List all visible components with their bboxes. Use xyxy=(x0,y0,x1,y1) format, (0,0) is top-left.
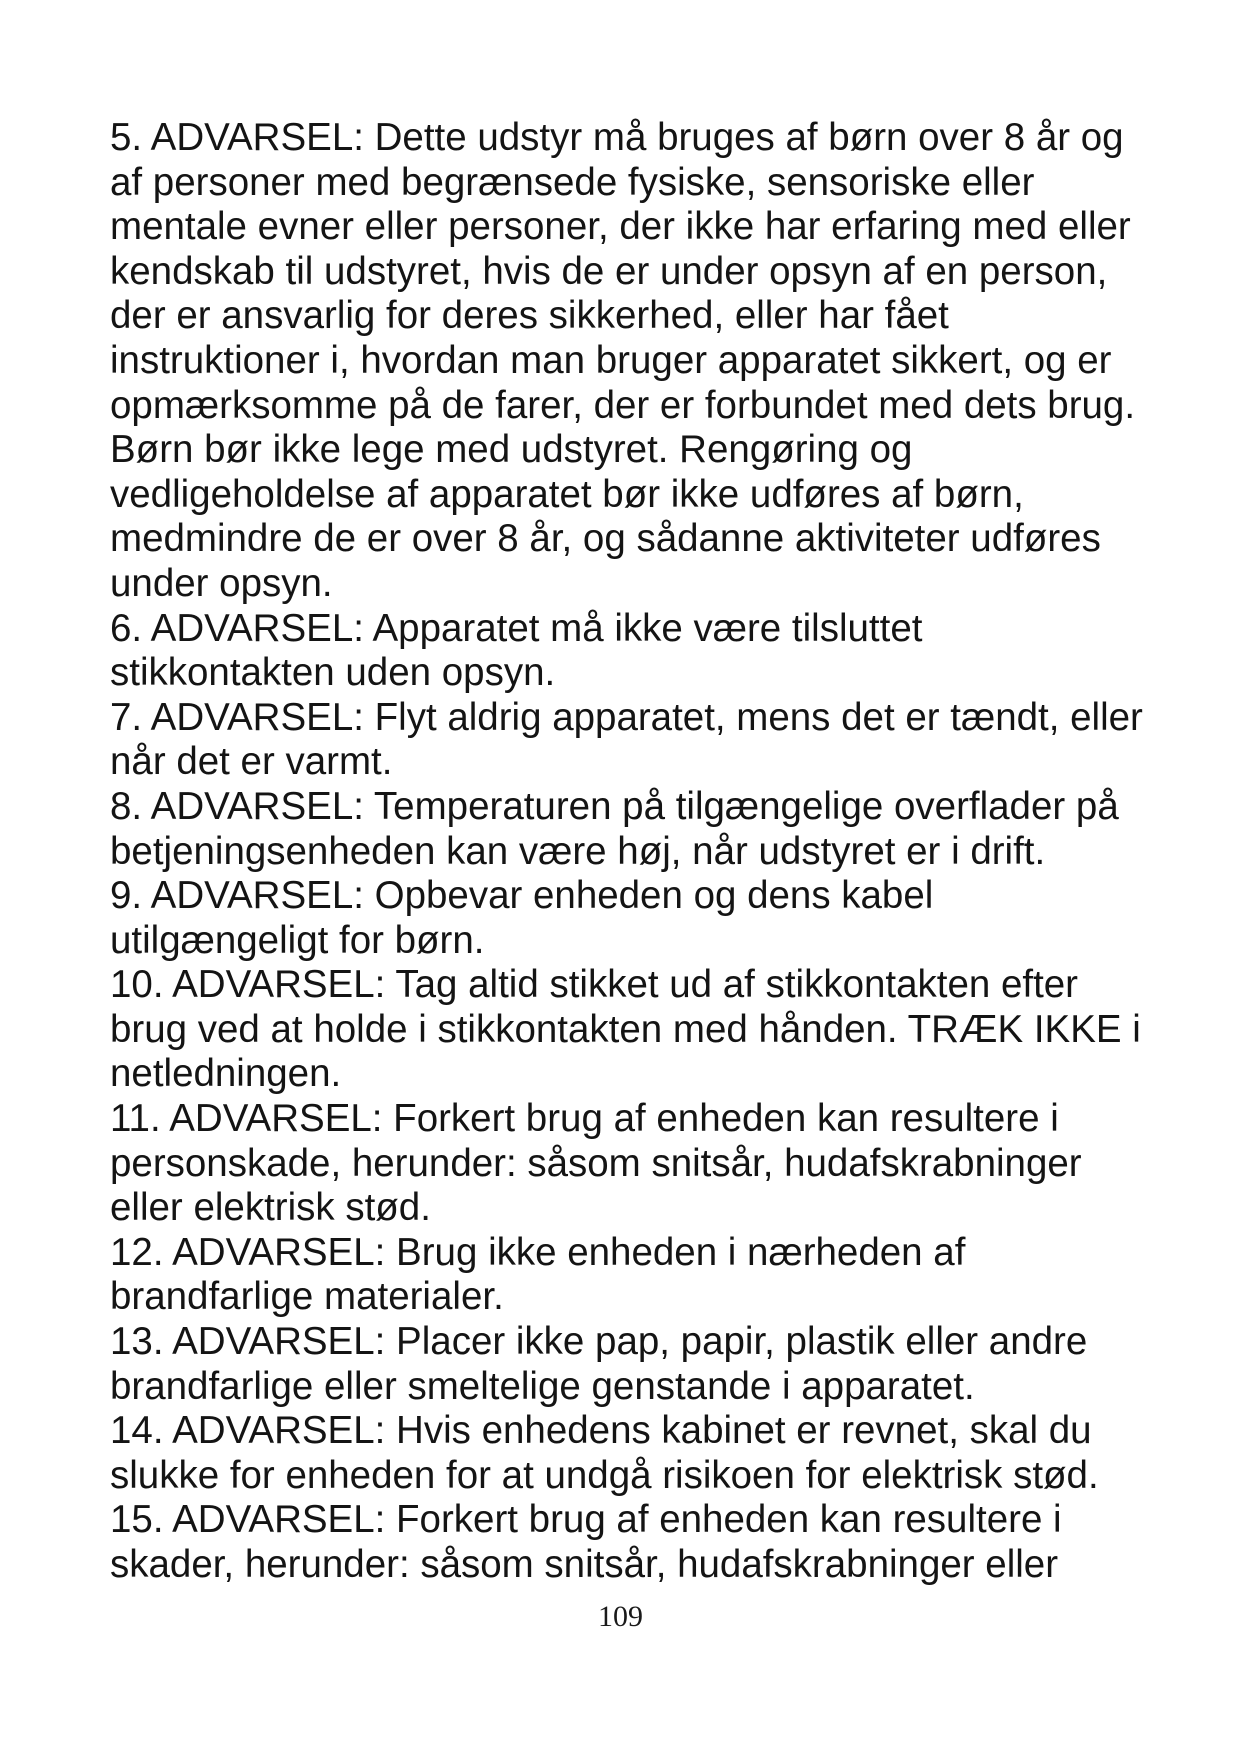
text-line: utilgængeligt for børn. xyxy=(110,918,485,962)
text-line: af personer med begrænsede fysiske, sensoriske eller xyxy=(110,160,1035,204)
text-line: netledningen. xyxy=(110,1052,342,1096)
text-line: kendskab til udstyret, hvis de er under opsyn af en person, xyxy=(110,249,1108,293)
text-line: 9. ADVARSEL: Opbevar enheden og dens kabel xyxy=(110,874,934,918)
text-line: 13. ADVARSEL: Placer ikke pap, papir, plastik eller andre xyxy=(110,1320,1088,1364)
text-line: medmindre de er over 8 år, og sådanne aktiviteter udføres xyxy=(110,517,1101,561)
text-line: der er ansvarlig for deres sikkerhed, eller har fået xyxy=(110,294,949,338)
text-line: instruktioner i, hvordan man bruger apparatet sikkert, og er xyxy=(110,338,1112,382)
text-line: skader, herunder: såsom snitsår, hudafskrabninger eller xyxy=(110,1543,1059,1586)
text-line: Børn bør ikke lege med udstyret. Rengøring og xyxy=(110,428,913,472)
text-line: brandfarlige materialer. xyxy=(110,1275,504,1319)
text-line: 8. ADVARSEL: Temperaturen på tilgængelige overflader på xyxy=(110,784,1119,828)
text-line: 10. ADVARSEL: Tag altid stikket ud af stikkontakten efter xyxy=(110,963,1079,1007)
text-line: under opsyn. xyxy=(110,561,333,605)
text-line: mentale evner eller personer, der ikke har erfaring med eller xyxy=(110,205,1131,249)
text-line: eller elektrisk stød. xyxy=(110,1186,431,1230)
text-line: 7. ADVARSEL: Flyt aldrig apparatet, mens det er tændt, eller xyxy=(110,695,1143,739)
text-line: betjeningsenheden kan være høj, når udstyret er i drift. xyxy=(110,829,1046,873)
text-line: 14. ADVARSEL: Hvis enhedens kabinet er revnet, skal du xyxy=(110,1409,1092,1453)
text-line: 6. ADVARSEL: Apparatet må ikke være tilsluttet xyxy=(110,606,923,650)
text-line: 5. ADVARSEL: Dette udstyr må bruges af børn over 8 år og xyxy=(110,116,1124,159)
text-line: når det er varmt. xyxy=(110,740,393,784)
text-line: personskade, herunder: såsom snitsår, hudafskrabninger xyxy=(110,1141,1082,1185)
text-line: 15. ADVARSEL: Forkert brug af enheden kan resultere i xyxy=(110,1498,1062,1542)
text-line: 12. ADVARSEL: Brug ikke enheden i nærheden af xyxy=(110,1230,966,1274)
text-line: vedligeholdelse af apparatet bør ikke udføres af børn, xyxy=(110,472,1024,516)
page-number: 109 xyxy=(598,1600,643,1633)
warnings-text-block xyxy=(110,116,1170,1588)
text-line: slukke for enheden for at undgå risikoen for elektrisk stød. xyxy=(110,1453,1099,1497)
text-line: brug ved at holde i stikkontakten med hånden. TRÆK IKKE i xyxy=(110,1007,1141,1051)
text-line: opmærksomme på de farer, der er forbundet med dets brug. xyxy=(110,383,1136,427)
text-line: brandfarlige eller smeltelige genstande i apparatet. xyxy=(110,1364,975,1408)
text-line: stikkontakten uden opsyn. xyxy=(110,651,556,695)
text-line: 11. ADVARSEL: Forkert brug af enheden kan resultere i xyxy=(110,1097,1059,1141)
